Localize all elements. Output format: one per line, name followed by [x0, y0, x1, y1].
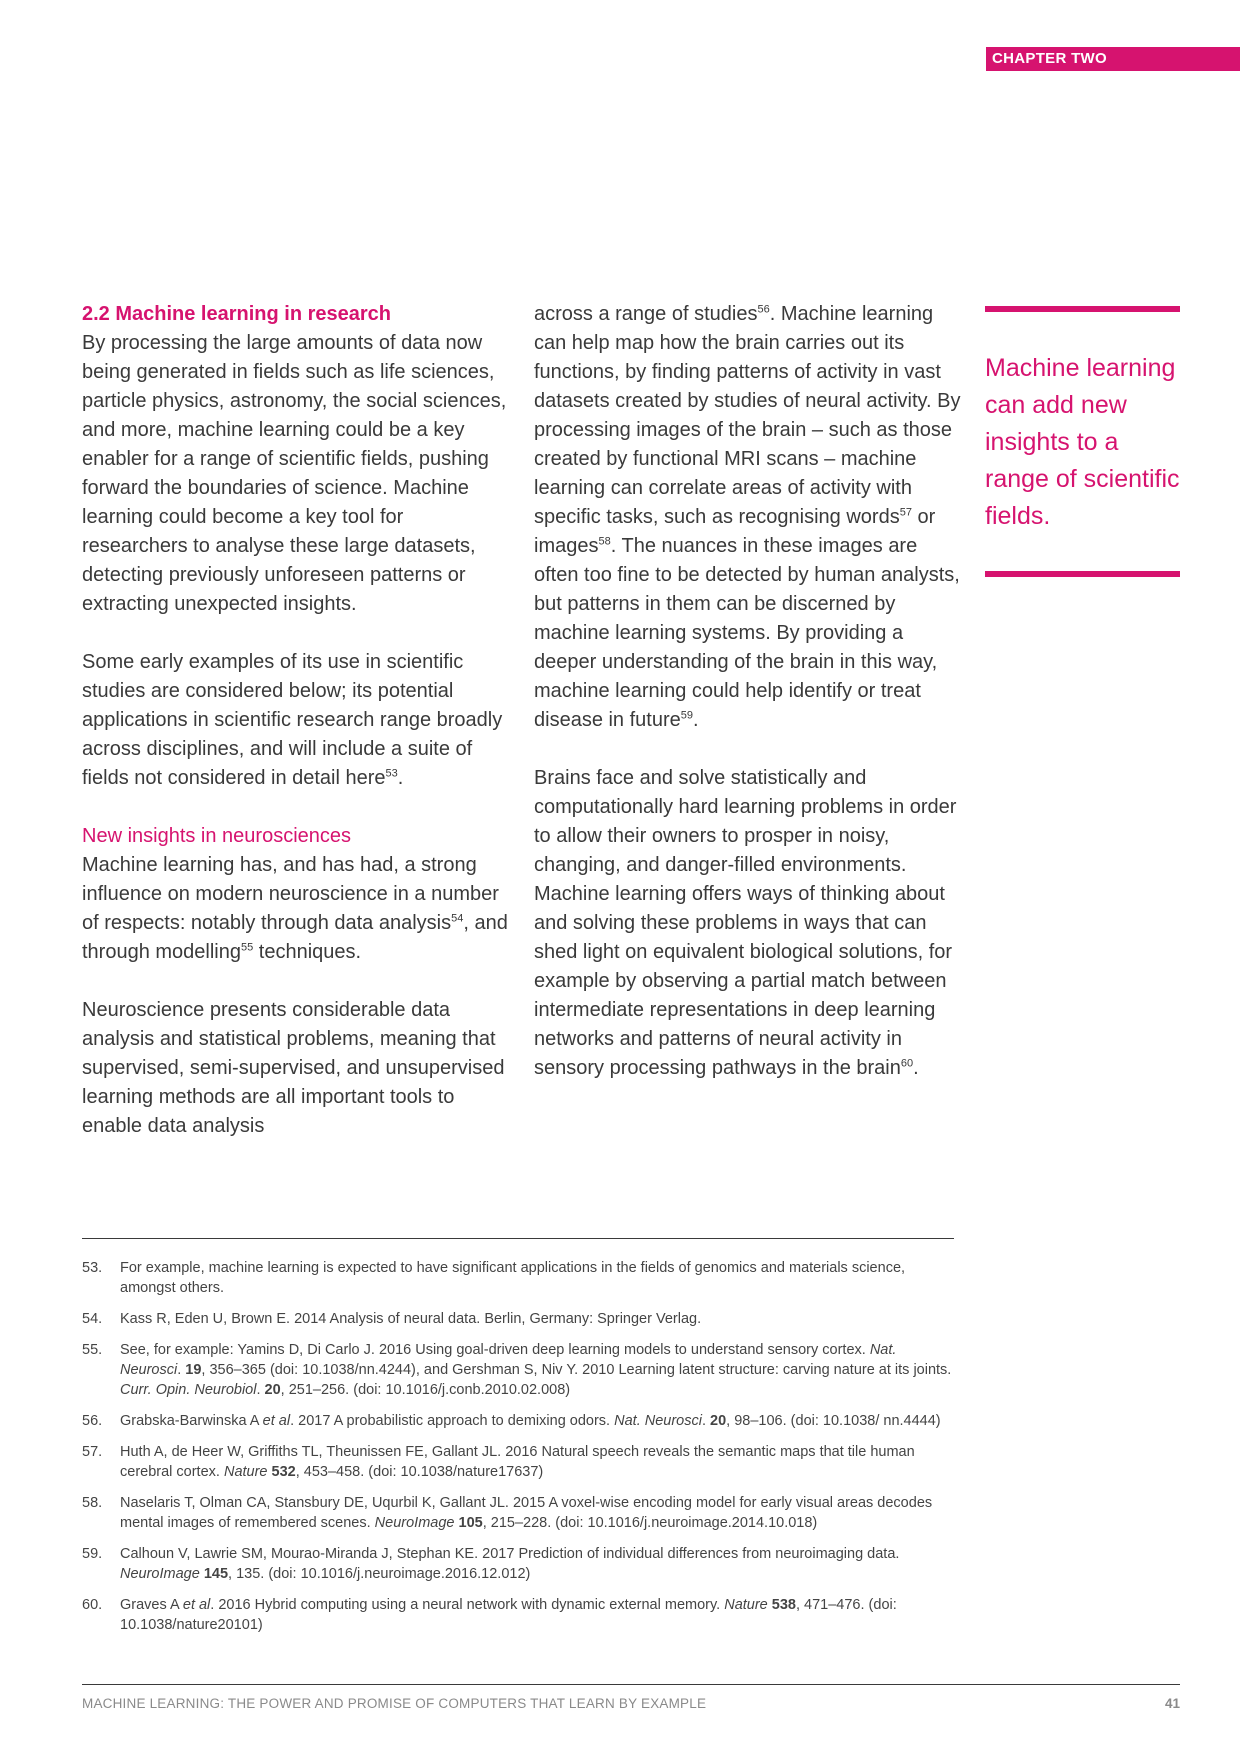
footnote-segment: , 251–256. (doi: 10.1016/j.conb.2010.02.008)	[280, 1382, 571, 1398]
footnote-segment: 532	[271, 1464, 296, 1480]
pull-quote-text: Machine learning can add new insights to a range of scientific fields.	[985, 354, 1180, 530]
footnote	[82, 1258, 954, 1298]
paragraph-brain-mapping	[534, 300, 964, 735]
paragraph-text: techniques.	[253, 941, 362, 963]
footnote-segment: , 215–228. (doi: 10.1016/j.neuroimage.2014.10.018)	[482, 1515, 818, 1531]
footnote-ref[interactable]: 60	[900, 1057, 914, 1070]
footnote-ref[interactable]: 58	[598, 535, 611, 548]
footnote-text	[120, 1258, 954, 1298]
footnote-ref[interactable]: 55	[241, 941, 254, 954]
footnote-segment: et al	[182, 1597, 211, 1613]
paragraph-neuroscience-influence	[82, 851, 512, 967]
paragraph-text: .	[693, 709, 699, 731]
footnote	[82, 1411, 954, 1431]
footnote-segment: , 356–365 (doi: 10.1038/nn.4244), and Gershman S, Niv Y. 2010 Learning latent structure: carving nature at its joints.	[201, 1362, 952, 1378]
footnote-number: 58.	[82, 1495, 103, 1511]
footnote-ref[interactable]: 59	[680, 709, 694, 722]
footnote-segment: 20	[264, 1382, 281, 1398]
paragraph-text: Some early examples of its use in scientific studies are considered below; its potential applications in scientific research range broadly across disciplines, and will include a suite of fields not considered in detail here	[82, 651, 503, 789]
footnote-segment: Calhoun V, Lawrie SM, Mourao-Miranda J, Stephan KE. 2017 Prediction of individual differences from neuroimaging data.	[120, 1546, 900, 1562]
paragraph-examples: Some early examples of its use in scientific studies are considered below; its potential applications in scientific research range broadly across disciplines, and will include a suite of fields not considered in detail here$^{53}$.	[82, 651, 503, 789]
footnote-text	[120, 1544, 954, 1584]
footnote-segment: For example, machine learning is expected to have significant applications in the fields of genomics and materials science, amongst others.	[120, 1260, 906, 1296]
footnote-number: 59.	[82, 1546, 103, 1562]
footnote-segment: Kass R, Eden U, Brown E. 2014 Analysis of neural data. Berlin, Germany: Springer Verlag.	[120, 1311, 702, 1327]
footnote-segment: NeuroImage	[120, 1566, 200, 1582]
footnote-segment: Nature	[724, 1597, 768, 1613]
footnote-segment: See, for example: Yamins D, Di Carlo J. 2016 Using goal-driven deep learning models to understand sensory cortex.	[120, 1342, 870, 1358]
pull-quote-bottom-rule	[985, 571, 1180, 577]
footnote	[82, 1493, 954, 1533]
left-text-column	[82, 300, 512, 1141]
footnote-text	[120, 1340, 954, 1400]
footnote-ref[interactable]: 57	[899, 506, 912, 519]
footnote	[82, 1340, 954, 1400]
paragraph-text: , and through modelling	[82, 912, 508, 963]
footnote-number: 54.	[82, 1311, 103, 1327]
footnote-number: 60.	[82, 1597, 103, 1613]
section-heading: 2.2 Machine learning in research	[82, 303, 392, 325]
footnote-segment: , 98–106. (doi: 10.1038/ nn.4444)	[726, 1413, 941, 1429]
footnote-segment: Nat. Neurosci	[614, 1413, 702, 1429]
footnote-number: 57.	[82, 1444, 103, 1460]
footer-title: MACHINE LEARNING: THE POWER AND PROMISE OF COMPUTERS THAT LEARN BY EXAMPLE	[82, 1696, 707, 1711]
paragraph-text: across a range of studies	[534, 303, 758, 325]
paragraph-text: Machine learning has, and has had, a strong influence on modern neuroscience in a number of respects: notably through data analysis	[82, 854, 499, 934]
footnote-segment: .	[256, 1382, 265, 1398]
footnote-segment: 538	[771, 1597, 796, 1613]
paragraph-text: or images	[534, 506, 936, 557]
footnote-segment: 20	[710, 1413, 727, 1429]
footnote-segment: Huth A, de Heer W, Griffiths TL, Theunissen FE, Gallant JL. 2016 Natural speech reveals the semantic maps that tile human cerebral cortex.	[120, 1444, 915, 1480]
footnote-ref[interactable]: 54	[451, 912, 464, 925]
middle-text-column	[534, 300, 964, 1083]
footnotes-divider	[82, 1238, 954, 1239]
footnote-segment: NeuroImage	[374, 1515, 455, 1531]
footnote	[82, 1309, 954, 1329]
footnote-segment: . 2017 A probabilistic approach to demixing odors.	[290, 1413, 615, 1429]
footnote-segment: 105	[458, 1515, 483, 1531]
footnote-segment: 145	[203, 1566, 229, 1582]
footnote-segment: .	[177, 1362, 186, 1378]
paragraph-text: . Machine learning can help map how the brain carries out its functions, by finding patterns of activity in vast datasets created by studies of neural activity. By processing images of the brain – such as those created by functional MRI scans – machine learning can correlate areas of activity with specific tasks, such as recognising words	[534, 303, 961, 528]
page-number: 41	[1164, 1696, 1180, 1711]
footnote-segment: . 2016 Hybrid computing using a neural network with dynamic external memory.	[210, 1597, 725, 1613]
footnote-number: 53.	[82, 1260, 103, 1276]
footnote-segment: , 453–458. (doi: 10.1038/nature17637)	[295, 1464, 544, 1480]
footnote-number: 55.	[82, 1342, 103, 1358]
paragraph-text: . The nuances in these images are often too fine to be detected by human analysts, but patterns in them can be discerned by machine learning systems. By providing a deeper understanding of the brain in this way, machine learning could help identify or treat disease in future	[534, 535, 960, 731]
footnote-segment: Curr. Opin. Neurobiol	[120, 1382, 257, 1398]
paragraph-neuroscience-problems: Neuroscience presents considerable data analysis and statistical problems, meaning that supervised, semi-supervised, and unsupervised learning methods are all important tools to enable data analysis	[82, 999, 505, 1137]
footnote-segment: Naselaris T, Olman CA, Stansbury DE, Uqurbil K, Gallant JL. 2015 A voxel-wise encoding model for early visual areas decodes mental images of remembered scenes.	[120, 1495, 933, 1531]
footnote-text	[120, 1442, 954, 1482]
footnote-segment: .	[701, 1413, 711, 1429]
paragraph-text: .	[913, 1057, 919, 1079]
footnote-ref[interactable]: 56	[757, 303, 770, 316]
footer-divider	[82, 1684, 1180, 1685]
footnote-segment: , 471–476. (doi: 10.1038/nature20101)	[120, 1597, 897, 1633]
footnote	[82, 1442, 954, 1482]
chapter-label: CHAPTER TWO	[986, 47, 1240, 71]
footnotes-list	[82, 1258, 954, 1646]
footnote-segment: , 135. (doi: 10.1016/j.neuroimage.2016.12.012)	[228, 1566, 531, 1582]
footnote-segment: 19	[185, 1362, 202, 1378]
footnote-number: 56.	[82, 1413, 103, 1429]
paragraph-intro: By processing the large amounts of data now being generated in fields such as life sciences, particle physics, astronomy, the social sciences, and more, machine learning could be a key enabler for a range of scientific fields, pushing forward the boundaries of science. Machine learning could become a key tool for researchers to analyse these large datasets, detecting previously unforeseen patterns or extracting unexpected insights.	[82, 332, 507, 615]
paragraph-text: Brains face and solve statistically and computationally hard learning problems in order to allow their owners to prosper in noisy, changing, and danger-filled environments. Machine learning offers ways of thinking about and solving these problems in ways that can shed light on equivalent biological solutions, for example by observing a partial match between intermediate representations in deep learning networks and patterns of neural activity in sensory processing pathways in the brain	[534, 767, 957, 1079]
footnote-text	[120, 1411, 954, 1431]
footnote-segment: Nat. Neurosci	[120, 1342, 897, 1378]
pull-quote	[985, 306, 1180, 577]
paragraph-brain-learning	[534, 764, 964, 1083]
footnote	[82, 1544, 954, 1584]
footnote-text	[120, 1493, 954, 1533]
footnote-segment: Graves A	[120, 1597, 183, 1613]
footnote-segment: Nature	[223, 1464, 268, 1480]
footnote-text	[120, 1309, 954, 1329]
subsection-heading: New insights in neurosciences	[82, 825, 352, 847]
footnote	[82, 1595, 954, 1635]
footnote-segment: et al	[262, 1413, 291, 1429]
footnote-ref[interactable]: 53	[385, 767, 398, 780]
footnote-text	[120, 1595, 954, 1635]
footnote-segment: Grabska-Barwinska A	[120, 1413, 263, 1429]
